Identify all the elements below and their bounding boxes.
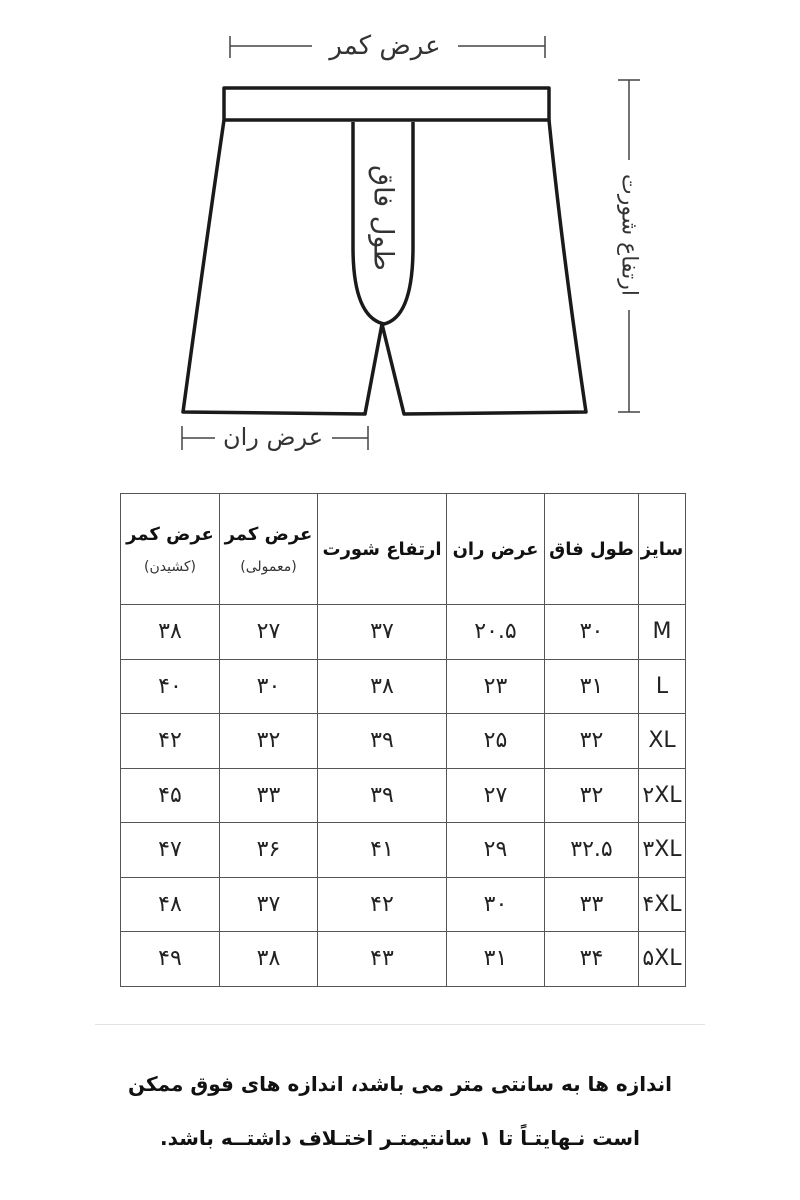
waist-stretched-cell: ۳۸ [121,605,220,660]
height-cell: ۴۲ [318,877,447,932]
table-row [121,823,686,878]
height-cell: ۴۳ [318,932,447,987]
size-cell: L [639,659,686,714]
thigh-cell: ۲۰.۵ [447,605,545,660]
section-divider [95,1024,705,1025]
size-cell: ۴XL [639,877,686,932]
waist-normal-cell: ۳۰ [220,659,318,714]
rise-cell: ۳۲ [545,714,639,769]
header-waist-normal: عرض کمر (معمولی) [220,494,318,605]
table-row [121,877,686,932]
thigh-cell: ۲۹ [447,823,545,878]
height-cell: ۴۱ [318,823,447,878]
size-table [120,493,686,987]
header-height: ارتفاع شورت [318,494,447,605]
header-size: سایز [639,494,686,605]
rise-cell: ۳۳ [545,877,639,932]
rise-cell: ۳۲ [545,768,639,823]
measurement-note-line-1: اندازه ها به سانتی متر می باشد، اندازه های فوق ممکن [127,1072,672,1096]
height-cell: ۳۷ [318,605,447,660]
waist-normal-cell: ۳۸ [220,932,318,987]
thigh-cell: ۲۵ [447,714,545,769]
thigh-dimension [182,423,368,451]
waist-normal-cell: ۳۷ [220,877,318,932]
thigh-cell: ۳۰ [447,877,545,932]
boxer-measurement-diagram [0,0,800,470]
rise-cell: ۳۲.۵ [545,823,639,878]
thigh-cell: ۳۱ [447,932,545,987]
height-cell: ۳۹ [318,768,447,823]
header-waist-stretched: عرض کمر (کشیدن) [121,494,220,605]
waist-stretched-cell: ۴۵ [121,768,220,823]
height-cell: ۳۸ [318,659,447,714]
rise-label: طول فاق [367,165,399,271]
header-rise: طول فاق [545,494,639,605]
waist-normal-cell: ۳۲ [220,714,318,769]
size-cell: M [639,605,686,660]
table-row [121,714,686,769]
waist-normal-cell: ۳۶ [220,823,318,878]
waist-stretched-cell: ۴۹ [121,932,220,987]
waist-stretched-cell: ۴۲ [121,714,220,769]
waist-dimension [230,31,545,61]
waist-stretched-cell: ۴۰ [121,659,220,714]
header-waist-normal-note: (معمولی) [240,558,297,575]
size-cell: ۲XL [639,768,686,823]
waist-stretched-cell: ۴۸ [121,877,220,932]
header-thigh: عرض ران [447,494,545,605]
table-row [121,932,686,987]
size-cell: XL [639,714,686,769]
size-table-header-row [121,494,686,605]
table-row [121,605,686,660]
waist-normal-cell: ۲۷ [220,605,318,660]
rise-cell: ۳۱ [545,659,639,714]
header-waist-stretched-note: (کشیدن) [144,558,196,575]
height-cell: ۳۹ [318,714,447,769]
measurement-note-line-2: است نـهایتـاً تا ۱ سانتیمتـر اختـلاف داشتــه باشد. [160,1126,640,1150]
waist-dimension-label: عرض کمر [329,31,441,61]
thigh-cell: ۲۳ [447,659,545,714]
waist-stretched-cell: ۴۷ [121,823,220,878]
height-dimension-label: ارتفاع شورت [616,174,642,296]
table-row [121,659,686,714]
thigh-cell: ۲۷ [447,768,545,823]
height-dimension [617,80,642,412]
size-cell: ۳XL [639,823,686,878]
waist-normal-cell: ۳۳ [220,768,318,823]
size-cell: ۵XL [639,932,686,987]
rise-cell: ۳۰ [545,605,639,660]
table-row [121,768,686,823]
thigh-dimension-label: عرض ران [222,423,324,451]
rise-cell: ۳۴ [545,932,639,987]
